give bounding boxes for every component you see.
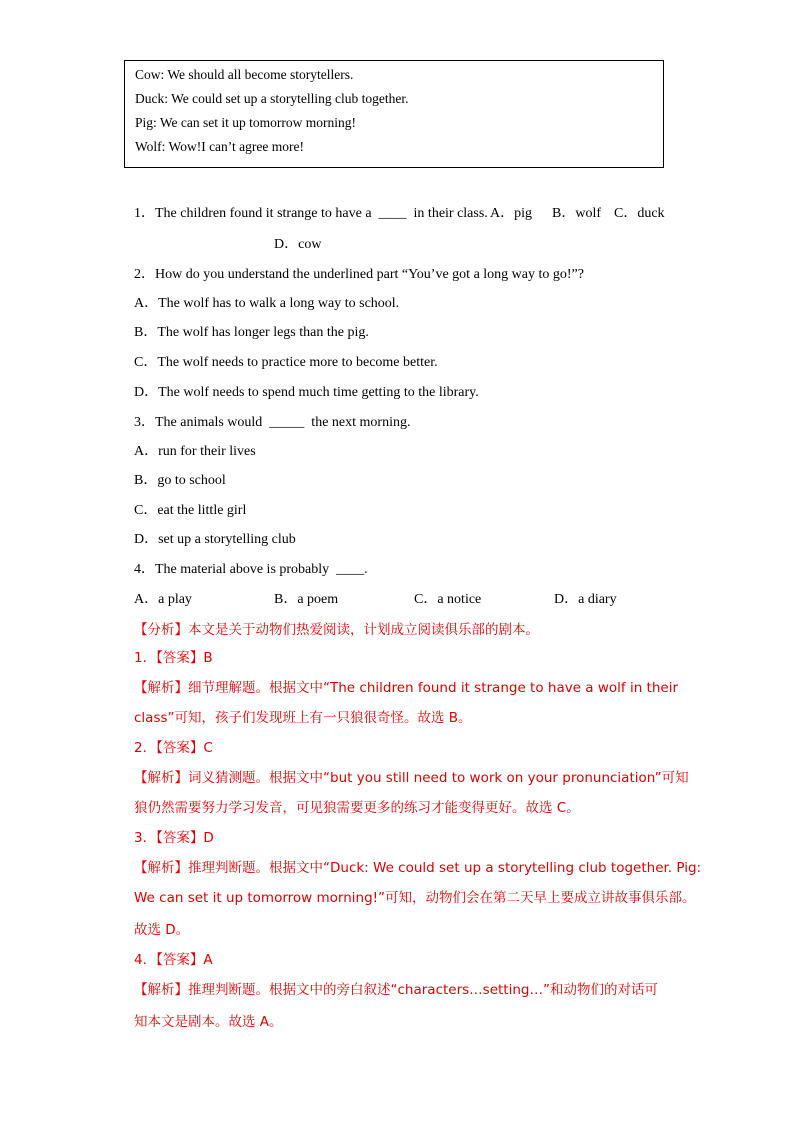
analysis-summary: 【分析】本文是关于动物们热爱阅读，计划成立阅读俱乐部的剧本。 bbox=[134, 622, 539, 638]
question-4-option: C．a notice bbox=[414, 592, 482, 607]
answer-2: 2．【答案】C bbox=[134, 740, 213, 756]
question-2-option: D．The wolf needs to spend much time getting to the library. bbox=[134, 385, 479, 400]
question-2-option: C．The wolf needs to practice more to become better. bbox=[134, 355, 438, 370]
explanation-4-line: 【解析】推理判断题。根据文中的旁白叙述“characters…setting…”和动物们的对话可 bbox=[134, 982, 658, 998]
answer-4: 4．【答案】A bbox=[134, 952, 213, 968]
explanation-4-line: 知本文是剧本。故选 A。 bbox=[134, 1014, 283, 1030]
question-2-option: A．The wolf has to walk a long way to school. bbox=[134, 296, 400, 311]
question-3-option: D．set up a storytelling club bbox=[134, 532, 296, 547]
dialogue-line: Wolf: Wow!I can’t agree more! bbox=[135, 139, 305, 154]
explanation-3-line: We can set it up tomorrow morning!”可知，动物们会在第二天早上要成立讲故事俱乐部。 bbox=[134, 890, 696, 906]
question-3-option: B．go to school bbox=[134, 473, 226, 488]
explanation-3-line: 【解析】推理判断题。根据文中“Duck: We could set up a storytelling club together. Pig: bbox=[134, 860, 702, 876]
explanation-2-line: 【解析】词义猜测题。根据文中“but you still need to work on your pronunciation”可知 bbox=[134, 770, 689, 786]
question-3-stem: 3．The animals would _____ the next morning. bbox=[134, 415, 411, 430]
dialogue-line: Pig: We can set it up tomorrow morning! bbox=[135, 115, 357, 130]
dialogue-box bbox=[124, 60, 664, 168]
question-2-option: B．The wolf has longer legs than the pig. bbox=[134, 325, 369, 340]
question-1-option: D．cow bbox=[274, 237, 322, 252]
question-4-option: A．a play bbox=[134, 592, 192, 607]
question-4-option: D．a diary bbox=[554, 592, 617, 607]
answer-1: 1．【答案】B bbox=[134, 650, 213, 666]
question-3-option: C．eat the little girl bbox=[134, 503, 247, 518]
question-1-option: A．pig bbox=[490, 206, 532, 221]
explanation-2-line: 狼仍然需要努力学习发音，可见狼需要更多的练习才能变得更好。故选 C。 bbox=[134, 800, 580, 816]
explanation-3-line: 故选 D。 bbox=[134, 922, 190, 938]
explanation-1-line: 【解析】细节理解题。根据文中“The children found it strange to have a wolf in their bbox=[134, 680, 679, 696]
question-1-option: B．wolf bbox=[552, 206, 601, 221]
question-4-stem: 4．The material above is probably ____. bbox=[134, 562, 368, 577]
explanation-1-line: class”可知，孩子们发现班上有一只狼很奇怪。故选 B。 bbox=[134, 710, 472, 726]
question-1-stem: 1．The children found it strange to have a ____ in their class. bbox=[134, 206, 488, 221]
question-2-stem: 2．How do you understand the underlined part “You’ve got a long way to go!”? bbox=[134, 267, 584, 282]
question-4-option: B．a poem bbox=[274, 592, 339, 607]
dialogue-line: Duck: We could set up a storytelling club together. bbox=[135, 91, 409, 106]
question-3-option: A．run for their lives bbox=[134, 444, 256, 459]
dialogue-line: Cow: We should all become storytellers. bbox=[135, 67, 354, 82]
question-1-option: C．duck bbox=[614, 206, 665, 221]
answer-3: 3．【答案】D bbox=[134, 830, 214, 846]
